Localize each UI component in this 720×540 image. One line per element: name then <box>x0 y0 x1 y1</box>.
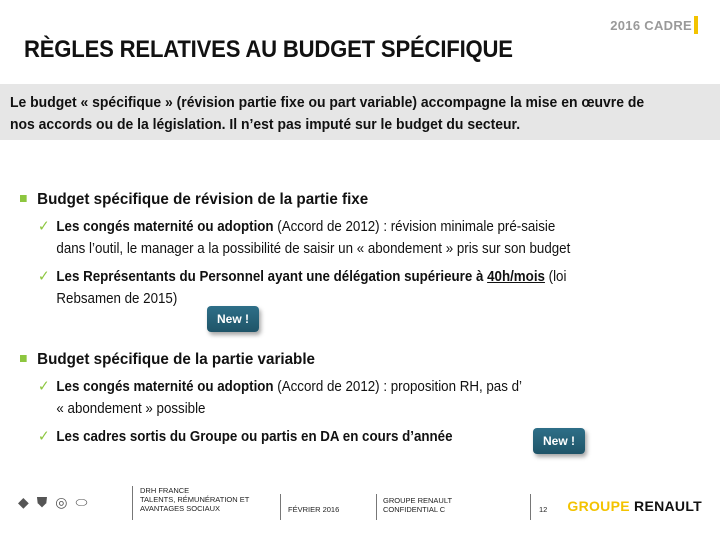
footer-confidential: GROUPE RENAULT CONFIDENTIAL C <box>383 496 453 514</box>
item-text: (loi <box>544 269 567 285</box>
square-bullet-icon <box>20 355 27 362</box>
item-bold: Les Représentants du Personnel ayant une délégation supérieure à <box>56 269 488 285</box>
page-title: RÈGLES RELATIVES AU BUDGET SPÉCIFIQUE <box>24 36 513 63</box>
dacia-icon: ⛊ <box>36 494 48 510</box>
brand-groupe: GROUPE <box>567 498 630 514</box>
list-item <box>38 426 700 448</box>
footer-department: DRH FRANCE TALENTS, RÉMUNÉRATION ET AVANTAGES SOCIAUX <box>140 486 250 513</box>
page-number: 12 <box>539 505 548 514</box>
renault-icon: ◆ <box>18 494 29 510</box>
footer-date: FÉVRIER 2016 <box>288 505 340 514</box>
section-fixed <box>20 190 700 310</box>
year-tag: 2016 CADRE <box>610 18 692 33</box>
list-item <box>38 216 700 260</box>
item-bold: Les congés maternité ou adoption <box>56 219 274 235</box>
item-text: (Accord de 2012) : proposition RH, pas d’ <box>273 379 522 395</box>
footer-divider <box>280 494 281 520</box>
item-text-line2: Rebsamen de 2015) <box>56 291 178 307</box>
footer-divider <box>530 494 531 520</box>
section-heading <box>20 190 666 210</box>
item-text-line2: dans l’outil, le manager a la possibilité de saisir un « abondement » pris sur son budget <box>56 241 571 257</box>
intro-line-1: Le budget « spécifique » (révision partie fixe ou part variable) accompagne la mise en œuvre de <box>10 94 645 111</box>
item-bold: Les congés maternité ou adoption <box>56 379 274 395</box>
item-text: (Accord de 2012) : révision minimale pré-saisie <box>273 219 556 235</box>
square-bullet-icon <box>20 195 27 202</box>
brand-logos <box>18 494 87 510</box>
footer-divider <box>376 494 377 520</box>
item-text-line2: « abondement » possible <box>56 401 206 417</box>
section-heading-text: Budget spécifique de révision de la partie fixe <box>37 191 369 208</box>
item-bold: Les cadres sortis du Groupe ou partis en DA en cours d’année <box>56 429 453 445</box>
check-icon: ✓ <box>38 218 50 235</box>
footer <box>0 478 720 540</box>
intro-box <box>0 84 720 140</box>
list-item <box>38 266 700 310</box>
rsm-icon: ◎ <box>55 494 68 510</box>
list-item <box>38 376 700 420</box>
section-heading-text: Budget spécifique de la partie variable <box>37 351 316 368</box>
intro-line-2: nos accords ou de la législation. Il n’est pas imputé sur le budget du secteur. <box>10 116 521 133</box>
check-icon: ✓ <box>38 378 50 395</box>
intro-text <box>10 92 698 136</box>
section-heading <box>20 350 666 370</box>
new-badge: New ! <box>533 428 585 454</box>
item-underlined: 40h/mois <box>487 269 545 285</box>
new-badge: New ! <box>207 306 259 332</box>
lada-icon: ⬭ <box>75 494 88 510</box>
footer-divider <box>132 486 133 520</box>
brand-renault: RENAULT <box>629 498 702 514</box>
groupe-renault-logo <box>567 498 702 514</box>
check-icon: ✓ <box>38 268 50 285</box>
accent-bar <box>694 16 698 34</box>
check-icon: ✓ <box>38 428 50 445</box>
section-variable <box>20 350 700 448</box>
